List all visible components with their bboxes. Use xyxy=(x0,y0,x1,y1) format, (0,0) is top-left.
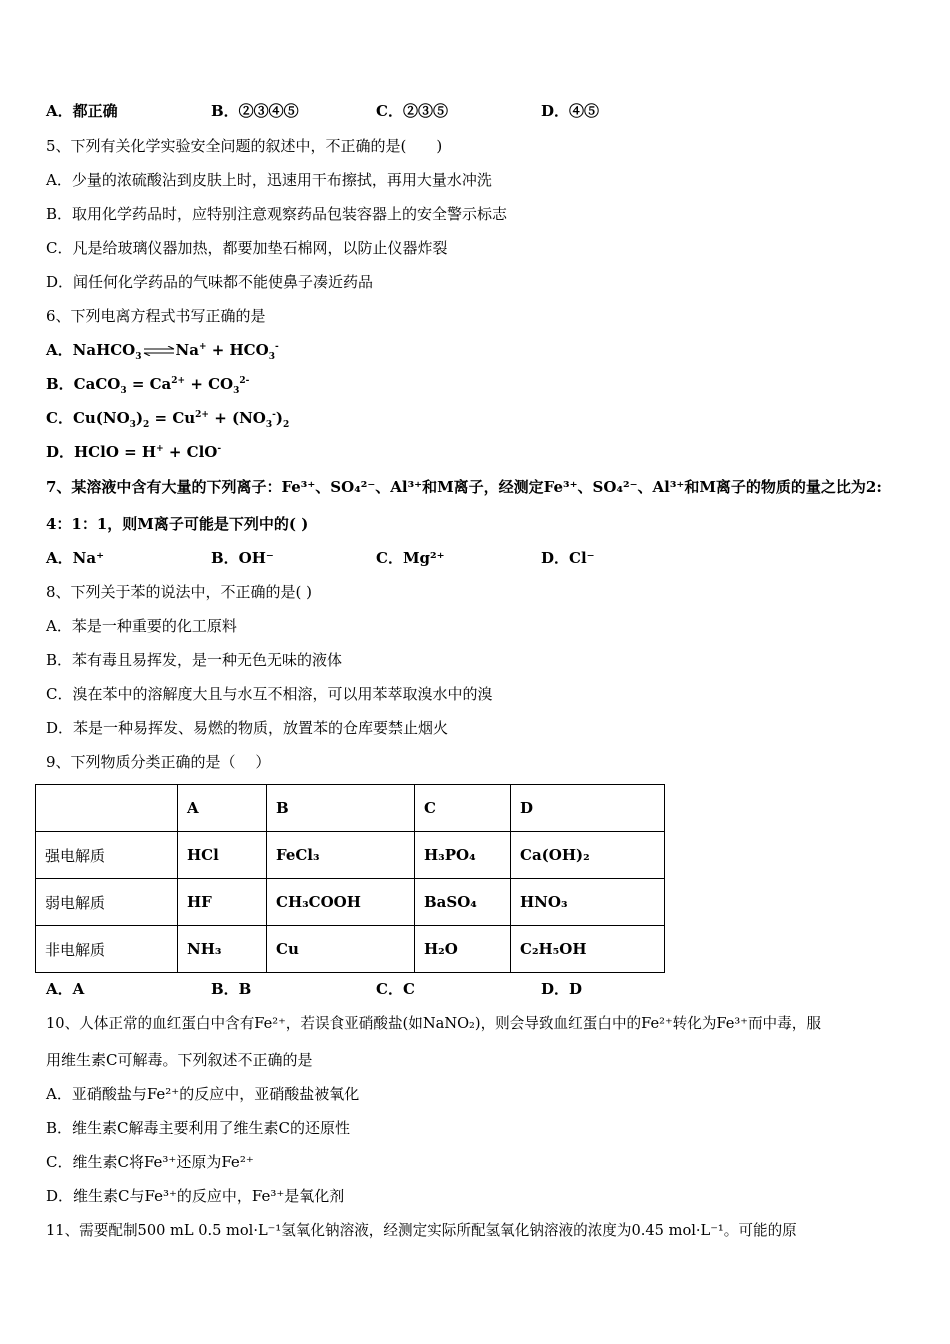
q9-option-d: D．D xyxy=(541,980,583,998)
q9-stem: 9、下列物质分类正确的是（ ） xyxy=(46,753,271,771)
q6-stem: 6、下列电离方程式书写正确的是 xyxy=(46,307,266,325)
table-cell: Ca(OH)₂ xyxy=(511,832,665,879)
q6-option-c: C．$Cu(NO_3)_2 = Cu^{2+} + (NO_3^-)_2$ xyxy=(46,409,290,430)
q7-options xyxy=(46,548,706,568)
q4-options xyxy=(46,101,706,121)
table-header-cell xyxy=(36,785,178,832)
q9-option-b: B．B xyxy=(211,980,252,998)
table-cell: NH₃ xyxy=(178,926,267,973)
q5-stem: 5、下列有关化学实验安全问题的叙述中，不正确的是( ) xyxy=(46,137,443,155)
table-cell: Cu xyxy=(267,926,415,973)
reversible-arrow-icon xyxy=(142,346,176,356)
q10-option-c: C．维生素C将Fe³⁺还原为Fe²⁺ xyxy=(46,1153,254,1171)
table-cell: HCl xyxy=(178,832,267,879)
table-row xyxy=(36,832,665,879)
q7-stem-line2: 4：1：1，则M离子可能是下列中的( ) xyxy=(46,515,309,533)
table-row xyxy=(36,879,665,926)
q8-option-c: C．溴在苯中的溶解度大且与水互不相溶，可以用苯萃取溴水中的溴 xyxy=(46,685,493,703)
table-header-cell: B xyxy=(267,785,415,832)
q6-option-d: D．HClO = H+ + ClO- xyxy=(46,443,222,461)
q9-classification-table xyxy=(35,784,665,973)
table-cell: HNO₃ xyxy=(511,879,665,926)
q10-option-a: A．亚硝酸盐与Fe²⁺的反应中，亚硝酸盐被氧化 xyxy=(46,1085,360,1103)
q7-stem-line1: 7、某溶液中含有大量的下列离子：Fe³⁺、SO₄²⁻、Al³⁺和M离子，经测定Fe³⁺、SO₄²⁻、Al³⁺和M离子的物质的量之比为2: xyxy=(46,478,882,496)
table-cell: BaSO₄ xyxy=(415,879,511,926)
q5-option-d: D．闻任何化学药品的气味都不能使鼻子凑近药品 xyxy=(46,273,374,291)
q8-option-b: B．苯有毒且易挥发，是一种无色无味的液体 xyxy=(46,651,343,669)
q5-option-a: A．少量的浓硫酸沾到皮肤上时，迅速用干布擦拭，再用大量水冲洗 xyxy=(46,171,492,189)
q4-option-c: C．②③⑤ xyxy=(376,102,448,120)
q10-option-b: B．维生素C解毒主要利用了维生素C的还原性 xyxy=(46,1119,350,1137)
table-cell: 非电解质 xyxy=(36,926,178,973)
q11-stem: 11、需要配制500 mL 0.5 mol·L⁻¹氢氧化钠溶液，经测定实际所配氢氧化钠溶液的浓度为0.45 mol·L⁻¹。可能的原 xyxy=(46,1222,797,1239)
q8-option-a: A．苯是一种重要的化工原料 xyxy=(46,617,237,635)
q8-option-d: D．苯是一种易挥发、易燃的物质，放置苯的仓库要禁止烟火 xyxy=(46,719,449,737)
table-cell: FeCl₃ xyxy=(267,832,415,879)
q4-option-d: D．④⑤ xyxy=(541,102,600,120)
q4-option-b: B．②③④⑤ xyxy=(211,102,299,120)
table-cell: HF xyxy=(178,879,267,926)
q10-option-d: D．维生素C与Fe³⁺的反应中，Fe³⁺是氧化剂 xyxy=(46,1187,345,1205)
q9-option-a: A．A xyxy=(46,980,85,998)
q7-option-c: C．Mg²⁺ xyxy=(376,549,445,567)
q7-option-d: D．Cl⁻ xyxy=(541,549,595,567)
table-row xyxy=(36,926,665,973)
table-header-row xyxy=(36,785,665,832)
q5-option-b: B．取用化学药品时，应特别注意观察药品包装容器上的安全警示标志 xyxy=(46,205,508,223)
table-header-cell: C xyxy=(415,785,511,832)
q7-option-b: B．OH⁻ xyxy=(211,549,274,567)
table-header-cell: D xyxy=(511,785,665,832)
q10-stem-line1: 10、人体正常的血红蛋白中含有Fe²⁺，若误食亚硝酸盐(如NaNO₂)，则会导致血红蛋白中的Fe²⁺转化为Fe³⁺而中毒，服 xyxy=(46,1015,821,1032)
q5-option-c: C．凡是给玻璃仪器加热，都要加垫石棉网，以防止仪器炸裂 xyxy=(46,239,448,257)
q8-stem: 8、下列关于苯的说法中，不正确的是( ) xyxy=(46,583,313,601)
q7-option-a: A．Na⁺ xyxy=(46,549,104,567)
q6-option-b: B．CaCO$_3$ = $Ca^{2+} + CO_3^{2-}$ xyxy=(46,375,250,396)
q10-stem-line2: 用维生素C可解毒。下列叙述不正确的是 xyxy=(46,1051,313,1069)
q4-option-a: A．都正确 xyxy=(46,102,118,120)
q9-options xyxy=(46,979,706,999)
table-cell: CH₃COOH xyxy=(267,879,415,926)
table-cell: H₂O xyxy=(415,926,511,973)
q9-option-c: C．C xyxy=(376,980,415,998)
table-cell: C₂H₅OH xyxy=(511,926,665,973)
q6-option-a: A．NaHCO$_3$ $Na^+ + HCO_3^-$ xyxy=(46,341,279,362)
table-header-cell: A xyxy=(178,785,267,832)
table-cell: 弱电解质 xyxy=(36,879,178,926)
table-cell: 强电解质 xyxy=(36,832,178,879)
table-cell: H₃PO₄ xyxy=(415,832,511,879)
